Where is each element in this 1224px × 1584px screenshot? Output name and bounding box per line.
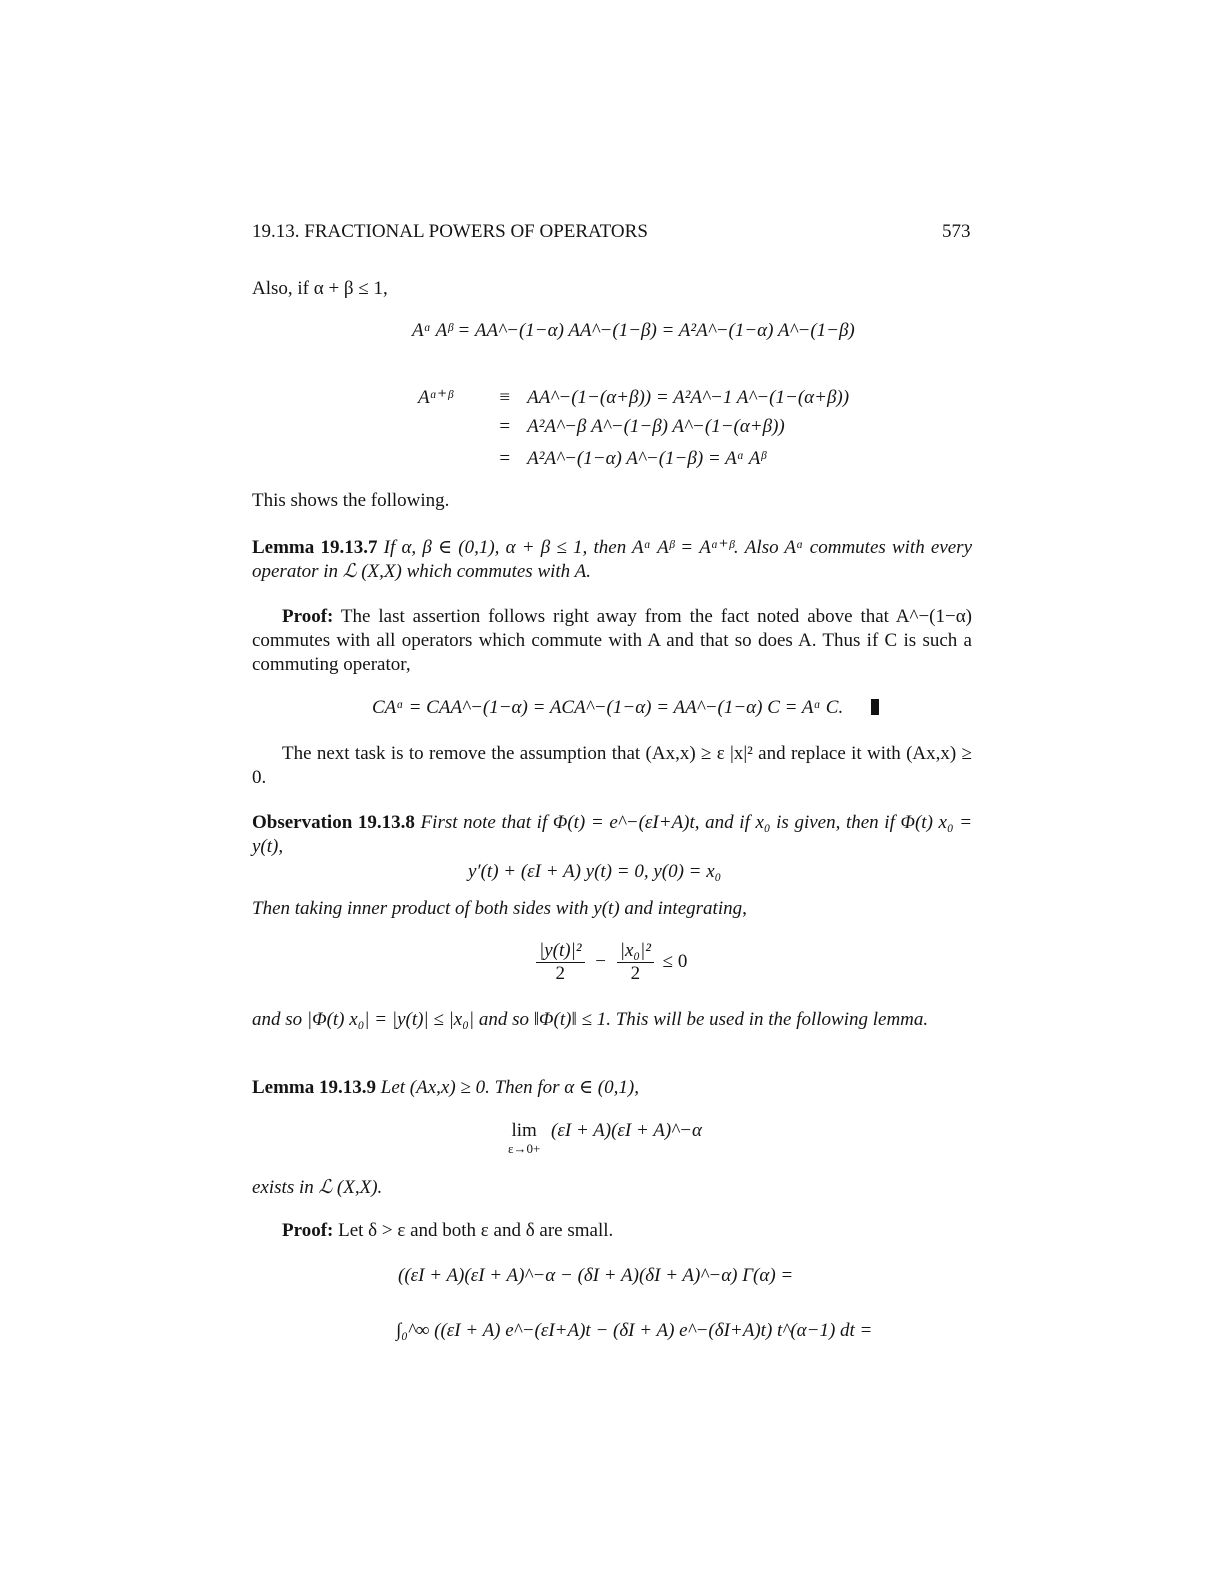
equation-commute-text: CAᵅ = CAA^−(1−α) = ACA^−(1−α) = AA^−(1−α) C = Aᵅ C. — [372, 697, 844, 718]
next-task-paragraph — [252, 742, 972, 790]
aligned-rhs: A²A^−β A^−(1−β) A^−(1−(α+β)) — [527, 416, 785, 437]
equation-gamma: ((εI + A)(εI + A)^−α − (δI + A)(δI + A)^−α) Γ(α) = — [398, 1265, 794, 1286]
page-number: 573 — [942, 221, 971, 242]
equation-limit — [508, 1120, 702, 1155]
proof-text: Let δ > ε and both ε and δ are small. — [338, 1220, 614, 1241]
proof-2 — [282, 1220, 613, 1242]
aligned-rel: = — [499, 448, 511, 469]
lemma-19-13-9 — [252, 1076, 972, 1100]
section-title: 19.13. FRACTIONAL POWERS OF OPERATORS — [252, 221, 648, 242]
aligned-lhs: Aᵅ⁺ᵝ — [418, 387, 453, 408]
aligned-rhs: A²A^−(1−α) A^−(1−β) = Aᵅ Aᵝ — [527, 448, 766, 469]
equation-integral: ∫₀^∞ ((εI + A) e^−(εI+A)t − (δI + A) e^−(δI+A)t) t^(α−1) dt = — [396, 1320, 873, 1341]
lemma-text: If α, β ∈ (0,1), α + β ≤ 1, then Aᵅ Aᵝ = Aᵅ⁺ᵝ. Also Aᵅ commutes with every operator in ℒ (X,X) which commutes with A. — [252, 537, 973, 582]
fraction-1-denominator: 2 — [555, 963, 565, 984]
limit-expression: (εI + A)(εI + A)^−α — [551, 1120, 702, 1141]
proof-label: Proof: — [282, 606, 334, 627]
fraction-2 — [617, 940, 654, 985]
shows-line: This shows the following. — [252, 490, 450, 511]
equation-ode: y′(t) + (εI + A) y(t) = 0, y(0) = x₀ — [468, 861, 722, 882]
aligned-rel: = — [499, 416, 511, 437]
aligned-row-3 — [418, 448, 766, 470]
aligned-rel: ≡ — [499, 387, 511, 408]
aligned-row-1 — [418, 386, 849, 409]
exists-line: exists in ℒ (X,X). — [252, 1177, 383, 1198]
running-header — [252, 221, 648, 243]
fraction-1 — [536, 940, 585, 985]
proof-label: Proof: — [282, 1220, 334, 1241]
energy-relation: ≤ 0 — [662, 950, 688, 972]
fraction-2-numerator: |x₀|² — [617, 940, 654, 963]
intro-line: Also, if α + β ≤ 1, — [252, 278, 388, 299]
limit-subscript: ε→0+ — [508, 1141, 541, 1156]
observation-19-13-8 — [252, 811, 972, 859]
fraction-2-denominator: 2 — [630, 963, 641, 984]
equation-commute — [372, 697, 879, 719]
lemma-label: Lemma 19.13.7 — [252, 537, 378, 558]
observation-label: Observation 19.13.8 — [252, 812, 415, 833]
proof-text: The last assertion follows right away from the fact noted above that A^−(1−α) commutes with all operators which commute with A and that so does A. Thus if C is such a commuting operator, — [252, 606, 972, 675]
equation-energy — [536, 940, 687, 985]
fraction-1-numerator: |y(t)|² — [536, 940, 585, 963]
observation-text: First note that if Φ(t) = e^−(εI+A)t, and if x₀ is given, then if Φ(t) x₀ = y(t), — [252, 812, 973, 857]
proof-1 — [252, 605, 972, 677]
minus-sign: − — [595, 950, 606, 972]
then-taking-line: Then taking inner product of both sides with y(t) and integrating, — [252, 898, 747, 919]
qed-mark — [871, 699, 879, 715]
lemma-text: Let (Ax,x) ≥ 0. Then for α ∈ (0,1), — [380, 1077, 639, 1098]
next-task-text: The next task is to remove the assumption that (Ax,x) ≥ ε |x|² and replace it with (Ax,x) ≥ 0. — [252, 743, 972, 788]
equation-product: Aᵅ Aᵝ = AA^−(1−α) AA^−(1−β) = A²A^−(1−α) A^−(1−β) — [412, 320, 855, 341]
lemma-label: Lemma 19.13.9 — [252, 1077, 377, 1098]
aligned-row-2 — [418, 416, 785, 438]
limit-word: lim — [511, 1120, 537, 1141]
and-so-text: and so |Φ(t) x₀| = |y(t)| ≤ |x₀| and so ‖Φ(t)‖ ≤ 1. This will be used in the following lemma. — [252, 1009, 929, 1030]
aligned-rhs: AA^−(1−(α+β)) = A²A^−1 A^−(1−(α+β)) — [527, 387, 850, 408]
limit-operator — [508, 1120, 540, 1155]
and-so-paragraph — [252, 1008, 972, 1032]
lemma-19-13-7 — [252, 536, 972, 584]
